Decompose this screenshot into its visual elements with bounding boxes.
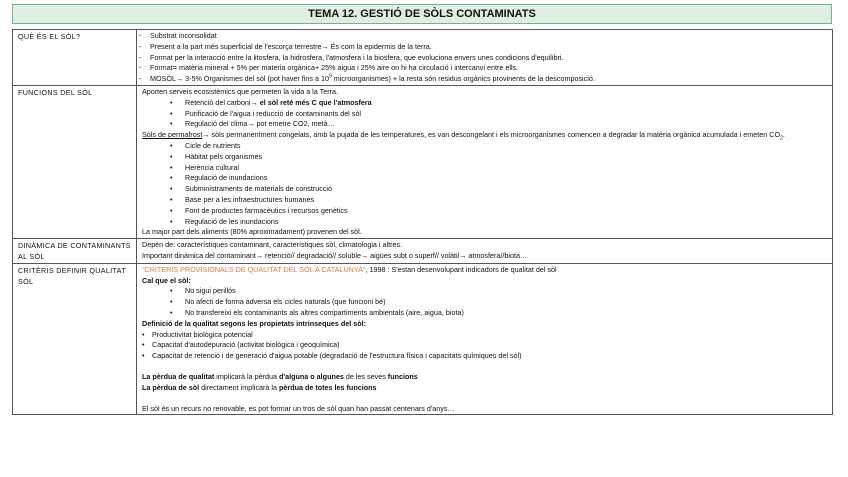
list-item-mosol: [137, 74, 828, 85]
loss-text: La pèrdua de sòl: [142, 382, 200, 392]
list-item: - Substrat inconsolidat: [137, 31, 828, 42]
quality-list: [170, 286, 828, 318]
permafrost-text-a: → sòls permanentment congelats, amb la pujada de les temperatures, es van descongelant i els microorganismes comencen a degradar la matèria orgànica acumulada i emeten CO: [202, 130, 781, 140]
loss-soil-line: [142, 383, 828, 394]
list-item: • Base per a les infraestructures humanes: [170, 195, 828, 206]
row-content-que-es: [137, 30, 833, 86]
definition-heading: [142, 319, 828, 330]
permafrost-label: Sòls de permafrost: [142, 130, 203, 140]
funcions-intro: Aporten serveis ecosistèmics que permeten la vida a la Terra.: [142, 86, 339, 96]
list-item: • Herència cultural: [170, 163, 828, 174]
quality-heading-text: Cal que el sòl:: [142, 275, 191, 285]
service-text: Purificació de l'aigua i reducció de contaminants del sòl: [185, 108, 361, 118]
row-content-funcions: [137, 85, 833, 238]
dinamica-line-1: Depèn de: característiques contaminant, característiques sòl, climatologia i altres.: [142, 240, 403, 250]
service-emphasis: el sòl reté més C que l'atmosfera: [259, 97, 372, 107]
mosol-label: MOSÒL: [150, 74, 176, 84]
list-item: - Format per la interacció entre la litosfera, la hidrosfera, l'atmosfera i la biosfera, que evoluciona envers unes condicions d'equilibri.: [137, 53, 828, 64]
mosol-text-a: → 3-5% Organismes del sòl (pot haver fins a 10: [175, 74, 329, 84]
row-label-funcions: FUNCIONS DEL SÒL: [13, 85, 137, 238]
list-item: • Capacitat de retenció i de generació d'aigua potable (degradació de l'estructura física i capacitats químiques del sòl): [142, 351, 828, 362]
loss-text: directament implicarà la: [199, 382, 280, 392]
list-item: [170, 109, 828, 120]
row-funcions: [13, 85, 833, 238]
mosol-text-b: microorganismes) + la resta són residus orgànics provinents de la descomposició.: [331, 74, 595, 84]
row-label-dinamica: DINÀMICA DE CONTAMINANTS AL SÒL: [13, 239, 137, 264]
funcions-closing: La major part dels aliments (80% aproximadament) provenen del sòl.: [142, 227, 362, 237]
list-item: • Subministraments de materials de construcció: [170, 184, 828, 195]
row-content-criteris: [137, 263, 833, 415]
spacer: [142, 362, 828, 372]
definition-heading-text: Definició de la qualitat segons les propietats intrínseques del sòl:: [142, 318, 367, 328]
definition-list: [142, 330, 828, 362]
permafrost-text-b: .: [782, 130, 785, 140]
row-content-dinamica: [137, 239, 833, 264]
list-item: • Hàbitat pels organismes: [170, 152, 828, 163]
row-label-que-es: QUÈ ÉS EL SÒL?: [13, 30, 137, 86]
permafrost-paragraph: [142, 130, 828, 141]
mosol-sup: 9: [328, 73, 332, 80]
list-item: [170, 98, 828, 109]
services-list: [170, 98, 828, 130]
list-item: • Cicle de nutrients: [170, 141, 828, 152]
criteris-closing: El sòl és un recurs no renovable, es pot formar un tros de sòl quan han passat centenars d'anys…: [142, 403, 455, 413]
reference-title: "CRITERIS PROVISIONALS DE QUALITAT DEL SÒL A CATALUNYA": [142, 264, 366, 274]
loss-text: pèrdua de totes les funcions: [279, 382, 377, 392]
row-que-es: [13, 30, 833, 86]
loss-text: d'alguna o algunes: [279, 371, 344, 381]
loss-text: La pèrdua de qualitat: [142, 371, 215, 381]
loss-quality-line: [142, 372, 828, 383]
list-item: • Regulació de les inundacions: [170, 217, 828, 228]
list-item: - Present a la part més superficial de l'escorça terrestre→ És com la epidermis de la terra.: [137, 42, 828, 53]
list-item: • Font de productes farmacèutics i recursos genètics: [170, 206, 828, 217]
loss-text: de les seves: [343, 371, 388, 381]
list-item: • Regulació de inundacions: [170, 173, 828, 184]
service-text: Retenció del carboni→: [185, 97, 260, 107]
page-title: TEMA 12. GESTIÓ DE SÒLS CONTAMINATS: [12, 4, 832, 24]
criteris-reference: [142, 265, 828, 276]
spacer: [142, 394, 828, 404]
list-item: • No sigui perillós: [170, 286, 828, 297]
content-table: [12, 29, 833, 415]
row-label-criteris: CRITÈRIS DEFINIR QUALITAT SÒL: [13, 263, 137, 415]
list-item: - Format= matèria mineral + 5% per materia orgànica+ 25% aigua i 25% aire on hi ha circulació i intercanvi entre ells.: [137, 63, 828, 74]
dinamica-line-2: Important dinàmica del contaminant→ retenció// degradació// soluble→ aigües subt o superf// volàtil→ atmosfera//biota…: [142, 250, 528, 260]
row-dinamica: [13, 239, 833, 264]
list-item: • No transfereixi els contaminants als altres compartiments ambientals (aire, aigua, biota): [170, 308, 828, 319]
row-criteris: [13, 263, 833, 415]
service-text: Regulació del clima→ pot emetre CO2, metà…: [185, 119, 335, 129]
list-item: • Productivitat biològica potencial: [142, 330, 828, 341]
quality-heading: [142, 276, 828, 287]
loss-text: funcions: [387, 371, 418, 381]
list-item: • No afecti de forma adversa els cicles naturals (que funcioni bé): [170, 297, 828, 308]
permafrost-sub: 2: [780, 135, 783, 142]
permafrost-list: [170, 141, 828, 227]
list-item: • Capacitat d'autodepuració (activitat biològica i geoquímica): [142, 340, 828, 351]
list-item: [170, 119, 828, 130]
reference-tail: , 1998 : S'estan desenvolupant indicadors de qualitat del sòl: [365, 264, 557, 274]
loss-text: implicarà la pèrdua: [214, 371, 280, 381]
